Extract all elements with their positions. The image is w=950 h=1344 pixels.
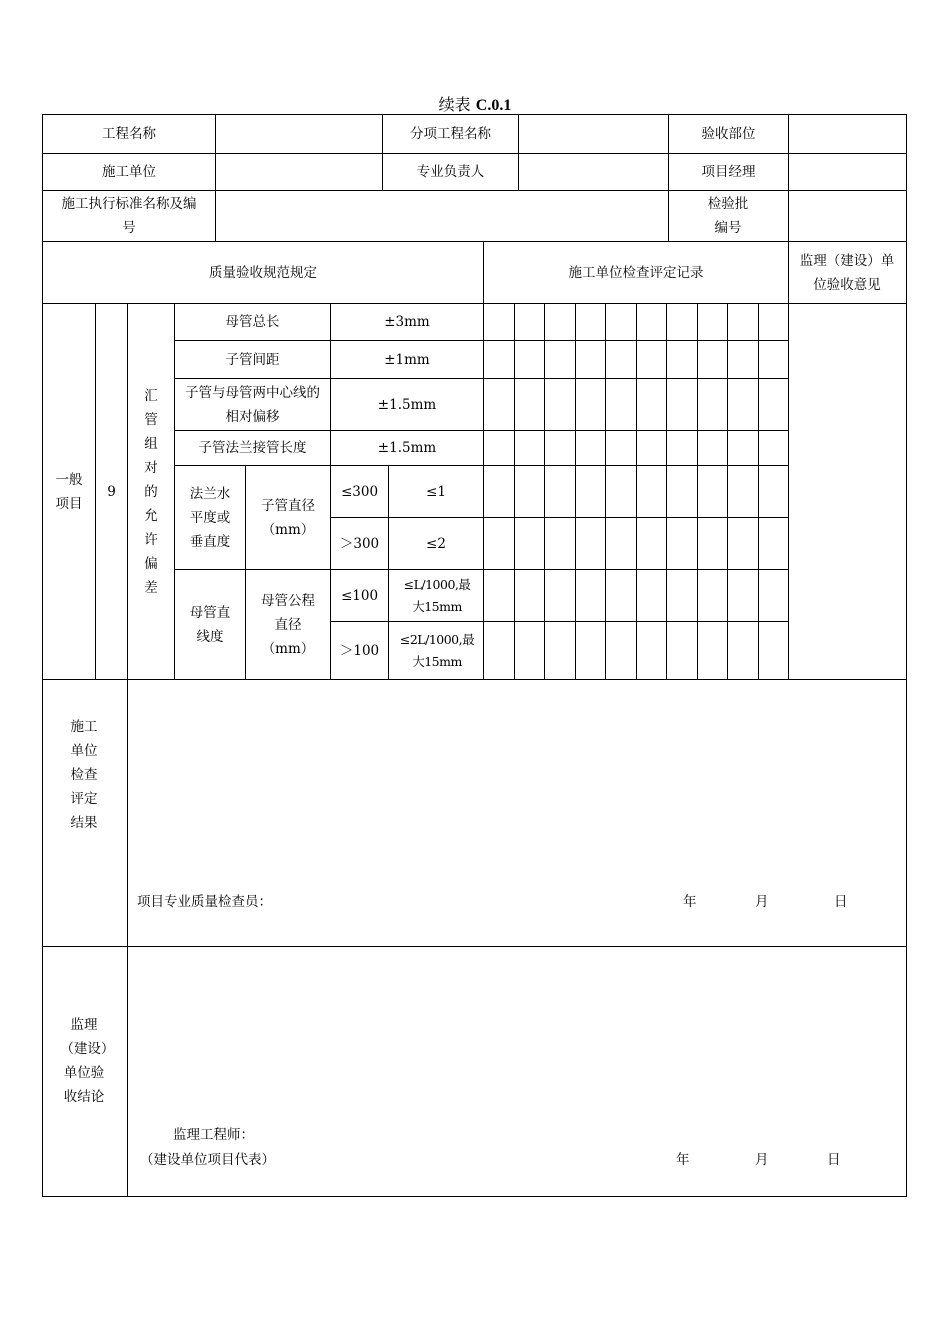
- group-label: 汇管组对的允许偏差: [144, 387, 158, 596]
- item-flange-levelness: 法兰水平度或垂直度: [189, 485, 231, 550]
- standard-label: 施工执行标准名称及编号: [61, 196, 197, 236]
- val-straight-2: ≤2L/1000,最大15mm: [399, 631, 475, 669]
- item-flange-nipple-length: 子管法兰接管长度: [198, 440, 307, 456]
- inspection-part-field[interactable]: [789, 115, 906, 153]
- tolerance-total-length: ±3mm: [384, 314, 430, 330]
- record-header: 施工单位检查评定记录: [568, 264, 704, 281]
- tolerance-branch-spacing: ±1mm: [384, 351, 430, 368]
- val-flange-1: ≤1: [426, 483, 446, 500]
- rep-label: （建设单位项目代表）: [140, 1152, 275, 1168]
- batch-no-field[interactable]: [789, 191, 906, 241]
- subitem-name-field[interactable]: [519, 115, 668, 153]
- supervision-header: 监理（建设）单位验收意见: [799, 252, 895, 293]
- result-month: 月: [755, 894, 769, 910]
- conclusion-month: 月: [755, 1152, 769, 1168]
- subitem-name-label: 分项工程名称: [410, 126, 491, 142]
- item-number: 9: [107, 483, 116, 500]
- construction-result-label: 施工单位检查评定结果: [70, 719, 98, 831]
- construction-unit-label: 施工单位: [102, 164, 156, 180]
- item-header-straightness: 母管直线度: [189, 604, 231, 645]
- professional-lead-field[interactable]: [519, 154, 668, 190]
- engineer-label: 监理工程师：: [173, 1127, 254, 1143]
- param-header-diameter: 母管公程直径（mm）: [261, 592, 315, 657]
- cond-flange-1: ≤300: [340, 483, 379, 500]
- title-code: C.0.1: [475, 97, 512, 114]
- cond-flange-2: ＞300: [339, 535, 380, 552]
- general-category: 一般项目: [55, 471, 83, 512]
- result-year: 年: [683, 894, 697, 910]
- cond-straight-2: ＞100: [339, 642, 380, 659]
- val-flange-2: ≤2: [426, 535, 446, 552]
- batch-no-label: 检验批编号: [707, 196, 749, 236]
- item-branch-spacing: 子管间距: [225, 351, 280, 368]
- project-name-field[interactable]: [216, 115, 382, 153]
- tolerance-center-offset: ±1.5mm: [377, 396, 437, 413]
- title-prefix: 续表: [438, 95, 476, 114]
- conclusion-year: 年: [676, 1152, 690, 1168]
- param-branch-diameter: 子管直径（mm）: [261, 497, 315, 538]
- professional-lead-label: 专业负责人: [416, 164, 485, 180]
- val-straight-1: ≤L/1000,最大15mm: [403, 576, 471, 614]
- cond-straight-1: ≤100: [340, 587, 379, 604]
- inspection-part-label: 验收部位: [701, 126, 756, 142]
- conclusion-day: 日: [827, 1152, 841, 1168]
- tolerance-flange-nipple-length: ±1.5mm: [377, 440, 437, 456]
- project-manager-field[interactable]: [789, 154, 906, 190]
- item-total-length: 母管总长: [225, 314, 280, 330]
- inspector-label: 项目专业质量检查员：: [137, 894, 272, 910]
- construction-unit-field[interactable]: [216, 154, 382, 190]
- project-name-label: 工程名称: [102, 126, 156, 142]
- spec-header: 质量验收规范规定: [209, 264, 317, 281]
- result-day: 日: [834, 894, 848, 910]
- item-center-offset: 子管与母管两中心线的相对偏移: [185, 384, 320, 425]
- project-manager-label: 项目经理: [701, 164, 756, 180]
- supervision-conclusion-label: 监理（建设）单位验收结论: [60, 1017, 108, 1105]
- standard-field[interactable]: [216, 191, 668, 241]
